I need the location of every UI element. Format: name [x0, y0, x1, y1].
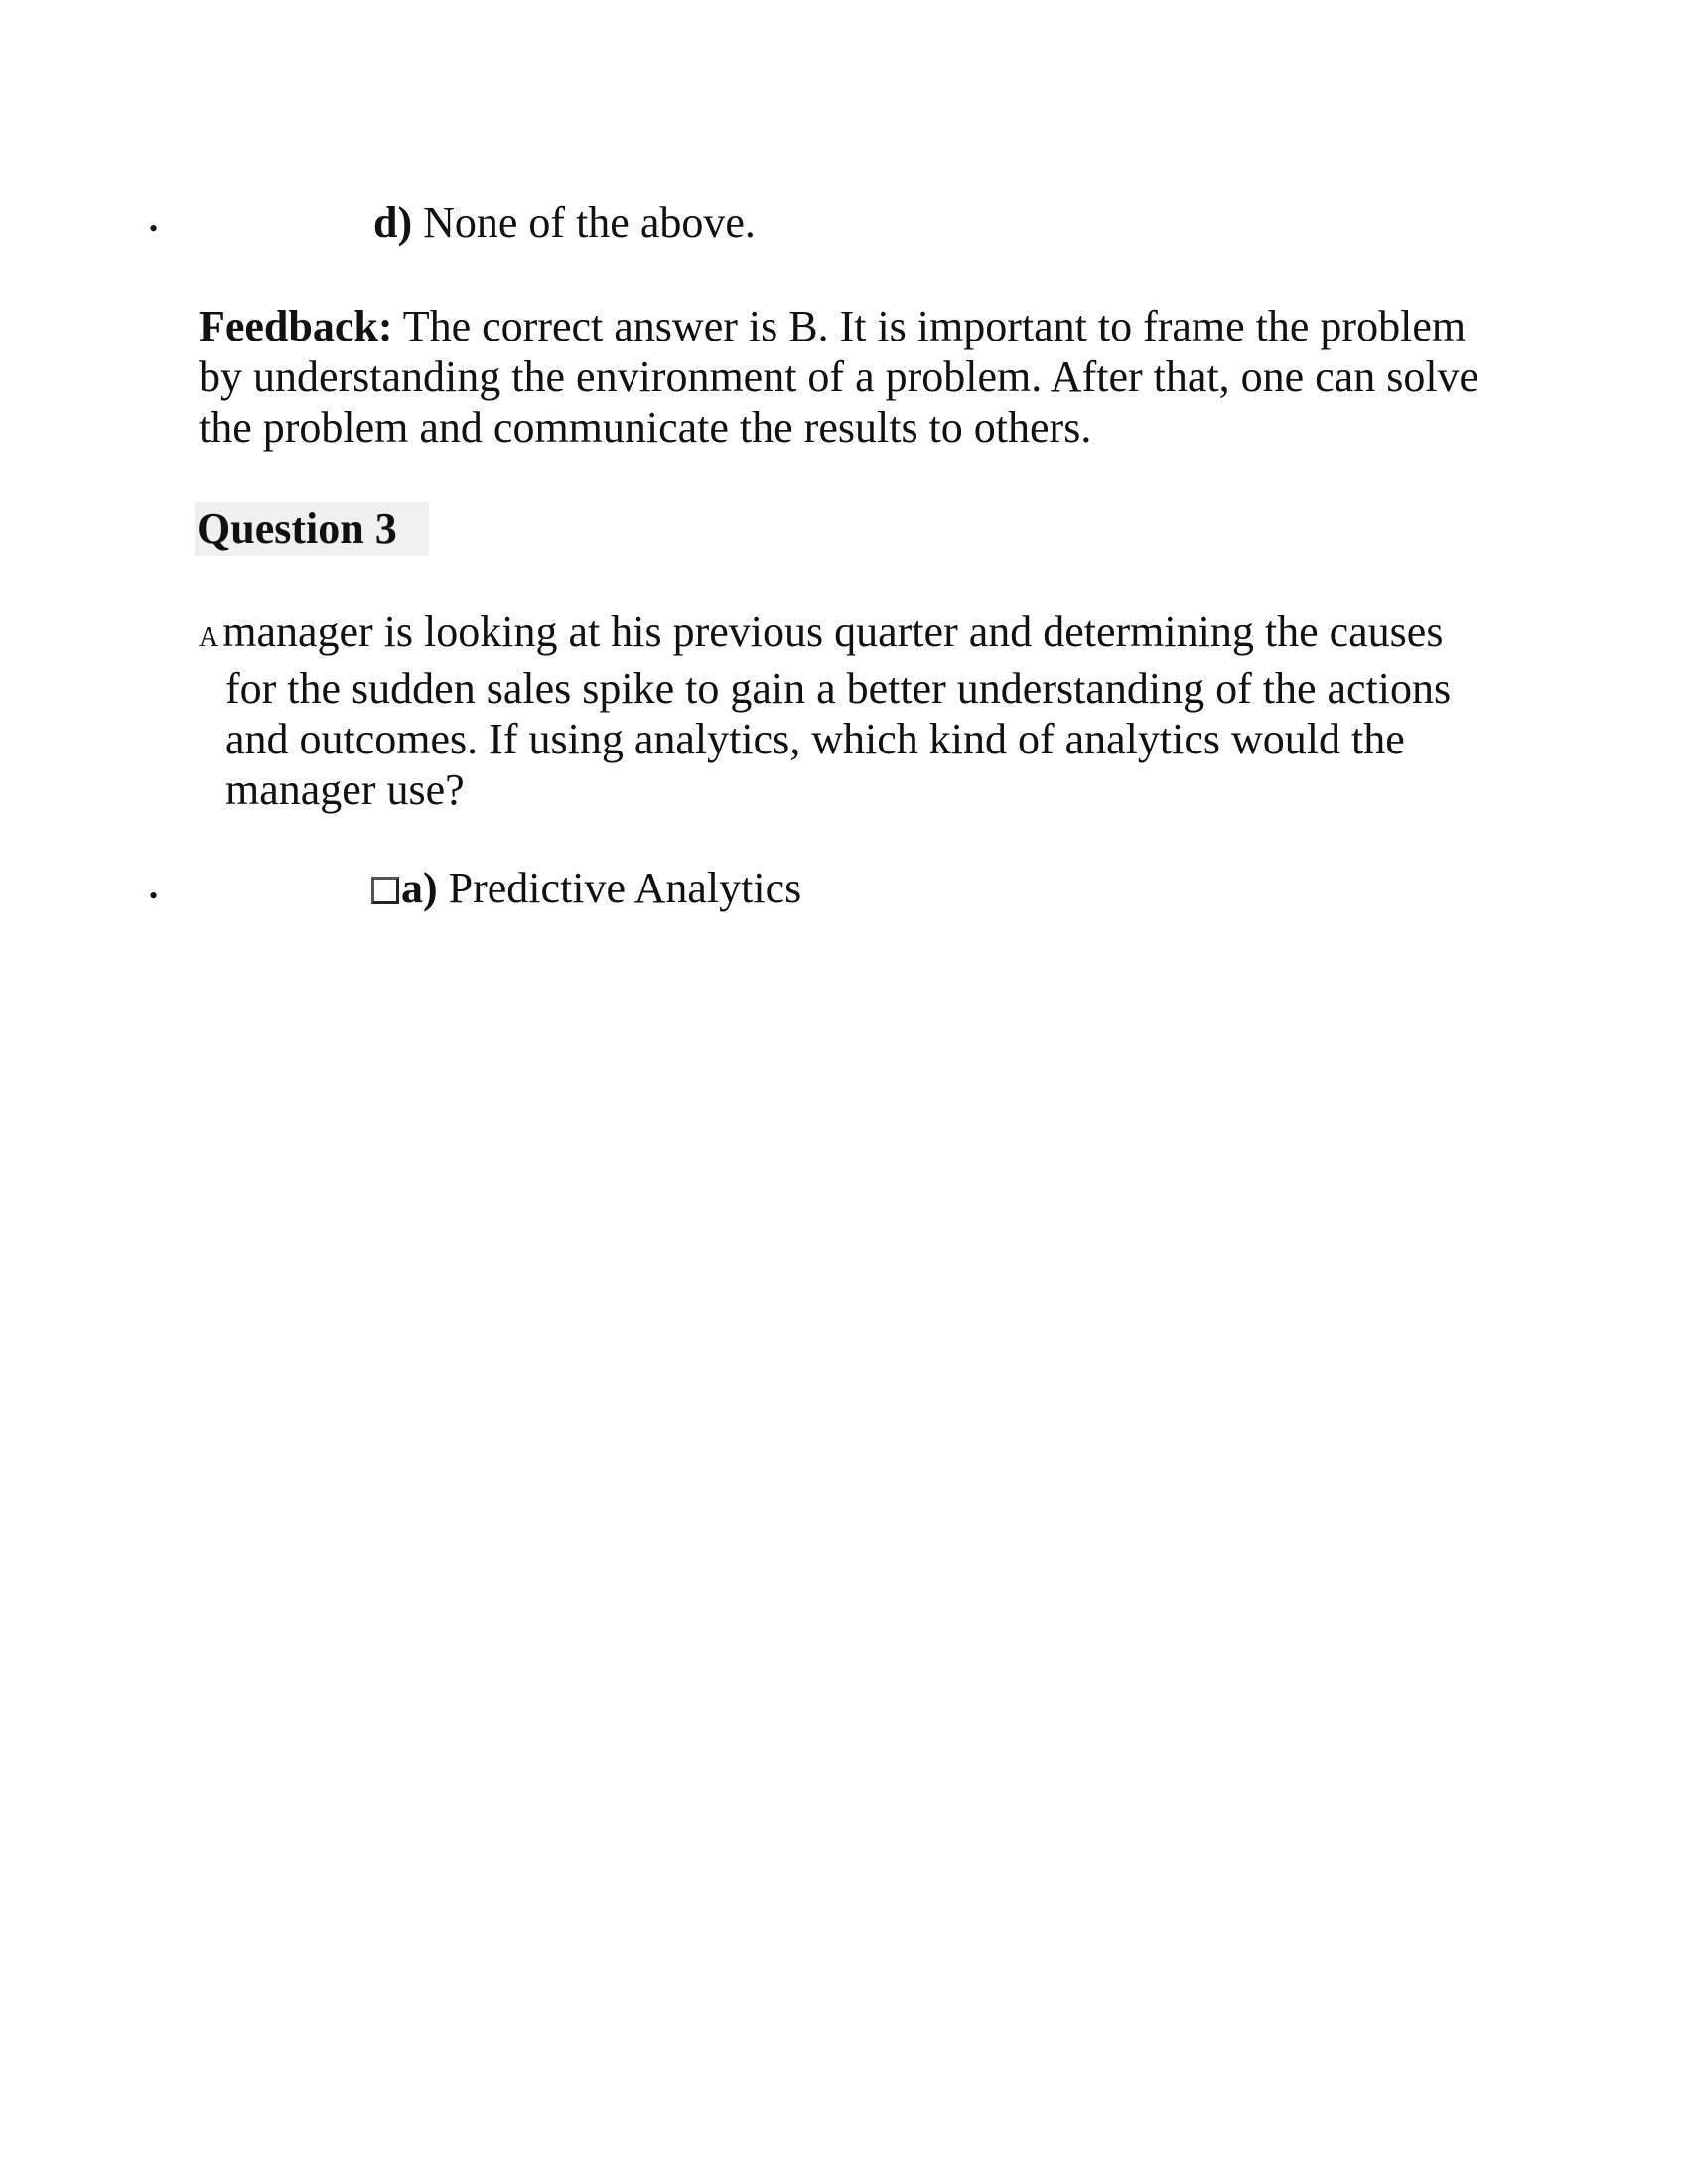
- question-article: A: [199, 622, 219, 653]
- option-letter: a): [401, 864, 438, 912]
- checkbox-icon[interactable]: [371, 877, 399, 904]
- option-letter: d): [373, 199, 413, 247]
- question-continuation: for the sudden sales spike to gain a better understanding of the actions and outcomes. If using analytics, which kind of analytics would the manager use?: [225, 664, 1452, 814]
- question-heading: Question 3: [195, 502, 429, 556]
- question-text: [199, 607, 1509, 815]
- option-text: Predictive Analytics: [437, 864, 802, 912]
- feedback-paragraph: [199, 301, 1509, 453]
- answer-option-a[interactable]: [371, 863, 801, 915]
- list-bullet: •: [149, 882, 159, 910]
- list-bullet: •: [149, 214, 159, 243]
- option-text: None of the above.: [412, 199, 756, 247]
- feedback-label: Feedback:: [199, 302, 393, 350]
- answer-option-d: [373, 198, 756, 250]
- question-first-line: [199, 607, 1509, 663]
- question-line-1: manager is looking at his previous quarter and determining the causes: [222, 608, 1444, 656]
- feedback-text: The correct answer is B. It is important to frame the problem by understanding the environment of a problem. After that, one can solve the problem and communicate the results to others.: [199, 302, 1479, 452]
